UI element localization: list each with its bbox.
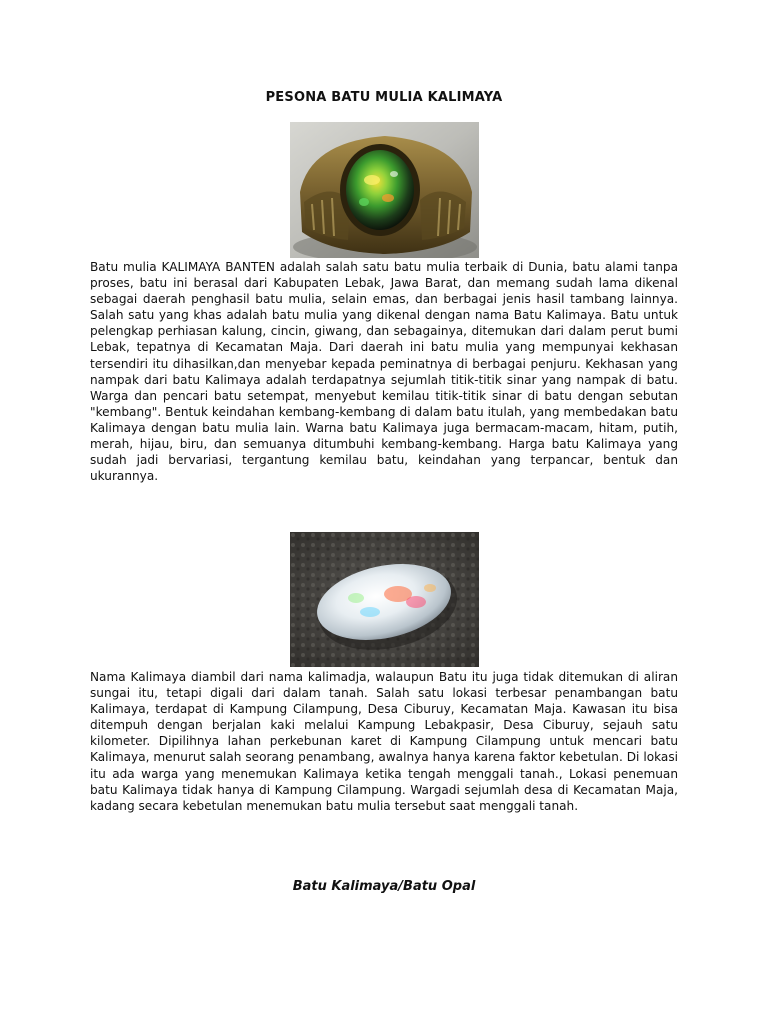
image-caption: Batu Kalimaya/Batu Opal [292,879,476,894]
opal-photo [290,532,479,667]
document-title: PESONA BATU MULIA KALIMAYA [265,90,503,105]
ring-photo [290,122,479,258]
paragraph-1: Batu mulia KALIMAYA BANTEN adalah salah satu batu mulia terbaik di Dunia, batu alami tanpa proses, batu ini berasal dari Kabupaten Lebak, Jawa Barat, dan memang sudah lama dikenal sebagai daerah penghasil batu mulia, selain emas, dan berbagai jenis hasil tambang lainnya. Salah satu yang khas adalah batu mulia yang dikenal dengan nama Batu Kalimaya. Batu untuk pelengkap perhiasan kalung, cincin, giwang, dan sebagainya, ditemukan dari dalam perut bumi Lebak, tepatnya di Kecamatan Maja. Dari daerah ini batu mulia yang mempunyai kekhasan tersendiri itu dihasilkan,dan menyebar kepada peminatnya di berbagai penjuru. Kekhasan yang nampak dari batu Kalimaya adalah terdapatnya sejumlah titik-titik sinar yang nampak di batu. Warga dan pencari batu setempat, menyebut kemilau titik-titik sinar di batu dengan sebutan "kembang". Bentuk keindahan kembang-kembang di dalam batu itulah, yang membedakan batu Kalimaya dengan batu mulia lain. Warna batu Kalimaya juga bermacam-macam, hitam, putih, merah, hijau, biru, dan semuanya ditumbuhi kembang-kembang. Harga batu Kalimaya yang sudah jadi bervariasi, tergantung kemilau batu, keindahan yang terpancar, bentuk dan ukurannya. [90,260,678,484]
paragraph-2: Nama Kalimaya diambil dari nama kalimadja, walaupun Batu itu juga tidak ditemukan di aliran sungai itu, tetapi digali dari dalam tanah. Salah satu lokasi terbesar penambangan batu Kalimaya, terdapat di Kampung Cilampung, Desa Ciburuy, Kecamatan Maja. Kawasan itu bisa ditempuh dengan berjalan kaki melalui Kampung Lebakpasir, Desa Ciburuy, sejauh satu kilometer. Dipilihnya lahan perkebunan karet di Kampung Cilampung untuk mencari batu Kalimaya, menurut salah seorang penambang, awalnya hanya karena faktor kebetulan. Di lokasi itu ada warga yang menemukan Kalimaya ketika tengah menggali tanah., Lokasi penemuan batu Kalimaya tidak hanya di Kampung Cilampung. Wargadi sejumlah desa di Kecamatan Maja, kadang secara kebetulan menemukan batu mulia tersebut saat menggali tanah. [90,670,678,813]
